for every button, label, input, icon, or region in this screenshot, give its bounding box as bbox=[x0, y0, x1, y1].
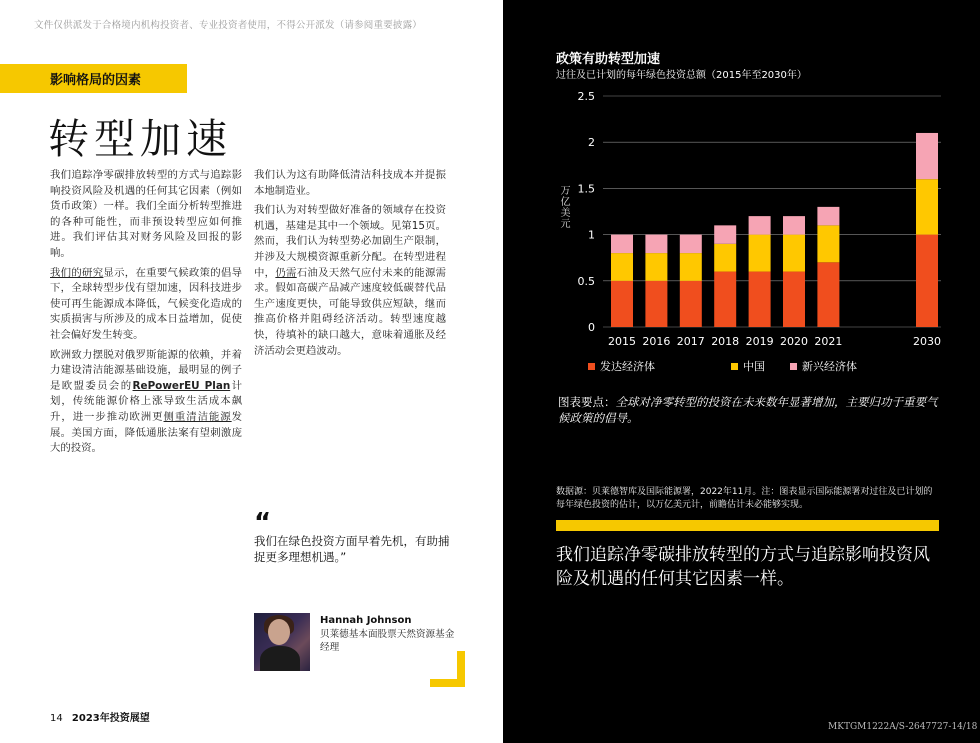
bar-segment bbox=[645, 281, 667, 327]
legend-item bbox=[588, 358, 655, 374]
repowereu-link[interactable]: RePowerEU Plan bbox=[132, 379, 231, 392]
avatar bbox=[254, 613, 310, 671]
corner-accent bbox=[430, 679, 465, 687]
paragraph: 我们追踪净零碳排放转型的方式与追踪影响投资风险及机遇的任何其它因素（例如货币政策）一样。我们全面分析转型推进的各种可能性，而非预设转型应如何推进。我们评估其对财务风险及回报的影响。 bbox=[50, 169, 242, 259]
person-title: 贝莱德基本面股票天然资源基金经理 bbox=[320, 629, 455, 653]
y-axis-label: 万亿美元 bbox=[558, 185, 569, 229]
oil-gas-link[interactable]: 仍需 bbox=[275, 266, 297, 279]
x-tick-label: 2015 bbox=[608, 335, 636, 348]
document-code: MKTGM1222A/S-2647727-14/18 bbox=[828, 722, 978, 732]
bar-segment bbox=[817, 262, 839, 327]
bar-segment bbox=[817, 207, 839, 225]
legend-item bbox=[731, 358, 765, 374]
bar-segment bbox=[749, 216, 771, 234]
chart-subtitle: 过往及已计划的每年绿色投资总额（2015年至2030年） bbox=[556, 70, 807, 81]
bar-segment bbox=[916, 179, 938, 234]
legend-label: 中国 bbox=[743, 360, 765, 373]
legend-label: 新兴经济体 bbox=[802, 360, 857, 373]
x-tick-label: 2017 bbox=[676, 335, 705, 348]
research-link[interactable]: 我们的研究 bbox=[50, 266, 104, 279]
section-label: 影响格局的因素 bbox=[50, 73, 142, 88]
page-number: 14 bbox=[50, 713, 63, 724]
y-tick-label: 0.5 bbox=[577, 274, 595, 288]
bar-segment bbox=[817, 225, 839, 262]
bar-segment bbox=[783, 235, 805, 272]
bar-segment bbox=[611, 253, 633, 281]
x-tick-label: 2019 bbox=[745, 335, 774, 348]
bar-segment bbox=[783, 272, 805, 327]
disclaimer: 文件仅供派发于合格境内机构投资者、专业投资者使用，不得公开派发（请参阅重要披露） bbox=[34, 20, 423, 31]
legend-swatch bbox=[731, 363, 738, 370]
bar-segment bbox=[714, 244, 736, 272]
x-tick-label: 2016 bbox=[642, 335, 671, 348]
x-tick-label: 2021 bbox=[814, 335, 843, 348]
y-tick-label: 2 bbox=[588, 136, 595, 150]
bar-segment bbox=[714, 225, 736, 243]
bar-segment bbox=[916, 235, 938, 327]
bar-segment bbox=[645, 253, 667, 281]
legend-item bbox=[790, 358, 857, 374]
y-tick-label: 2.5 bbox=[577, 90, 595, 103]
paragraph: 我们认为对转型做好准备的领域存在投资机遇，基建是其中一个领域。见第15页。然而，我们认为转型势必加剧生产限制，并涉及大规模资源重新分配。在转型进程中，仍需石油及天然气应付未来的能源需求。假如高碳产品减产速度较低碳替代品生产速度更快，可能导致供应短缺，继而推高价格并阻碍经济活动。转型速度越快，待填补的缺口越大，意味着通胀及经济活动会更趋波动。 bbox=[254, 204, 447, 357]
source-note: 数据源：贝莱德智库及国际能源署，2022年11月。注：图表显示国际能源署对过往及已计划的每年绿色投资的估计，以万亿美元计，前瞻估计未必能够实现。 bbox=[556, 487, 933, 510]
legend-swatch bbox=[588, 363, 595, 370]
publication-title: 2023年投资展望 bbox=[71, 713, 150, 724]
paragraph: 我们的研究显示，在重要气候政策的倡导下，全球转型步伐有望加速，因科技进步使可再生能源成本降低，气候变化造成的实质损害与所涉及的成本日益增加，促使社会偏好发生转变。 bbox=[50, 266, 243, 341]
y-tick-label: 1 bbox=[588, 228, 595, 242]
paragraph: 我们认为这有助降低清洁科技成本并提振本地制造业。 bbox=[254, 169, 446, 197]
bar-segment bbox=[783, 216, 805, 234]
bar-segment bbox=[611, 235, 633, 253]
bar-segment bbox=[916, 133, 938, 179]
quote-mark-icon: “ bbox=[254, 508, 272, 538]
bar-segment bbox=[680, 281, 702, 327]
person-name: Hannah Johnson bbox=[320, 615, 412, 626]
x-tick-label: 2020 bbox=[780, 335, 808, 348]
page-footer bbox=[50, 709, 150, 724]
bar-segment bbox=[749, 235, 771, 272]
y-tick-label: 0 bbox=[588, 321, 595, 334]
chart-title: 政策有助转型加速 bbox=[556, 52, 661, 67]
bar-chart bbox=[503, 0, 980, 380]
quote-text: 我们在绿色投资方面早着先机，有助捕捉更多理想机遇。” bbox=[254, 534, 450, 564]
bar-segment bbox=[714, 272, 736, 327]
yellow-divider bbox=[556, 520, 939, 531]
bar-segment bbox=[611, 281, 633, 327]
bar-segment bbox=[680, 235, 702, 253]
legend-swatch bbox=[790, 363, 797, 370]
clean-energy-link[interactable]: 侧重清洁能源 bbox=[163, 410, 232, 423]
paragraph: 欧洲致力摆脱对俄罗斯能源的依赖，并着力建设清洁能源基础设施，最明显的例子是欧盟委员会的RePowerEU Plan计划，传统能源价格上涨导致生活成本飙升，进一步推动欧洲更侧重清洁能源发展。美国方面，降低通胀法案有望刺激庞大的投资。 bbox=[50, 348, 243, 455]
bar-segment bbox=[680, 253, 702, 281]
body-column-1 bbox=[50, 168, 242, 461]
pull-quote: 我们追踪净零碳排放转型的方式与追踪影响投资风险及机遇的任何其它因素一样。 bbox=[556, 545, 930, 589]
body-column-2 bbox=[254, 168, 446, 363]
bar-segment bbox=[749, 272, 771, 327]
bar-segment bbox=[645, 235, 667, 253]
page-title: 转型加速 bbox=[48, 115, 232, 163]
legend-label: 发达经济体 bbox=[600, 360, 655, 373]
x-tick-label: 2030 bbox=[913, 335, 941, 348]
y-tick-label: 1.5 bbox=[577, 182, 595, 196]
x-tick-label: 2018 bbox=[711, 335, 740, 348]
chart-takeaway: 图表要点：全球对净零转型的投资在未来数年显著增加，主要归功于重要气候政策的倡导。 bbox=[558, 395, 938, 425]
